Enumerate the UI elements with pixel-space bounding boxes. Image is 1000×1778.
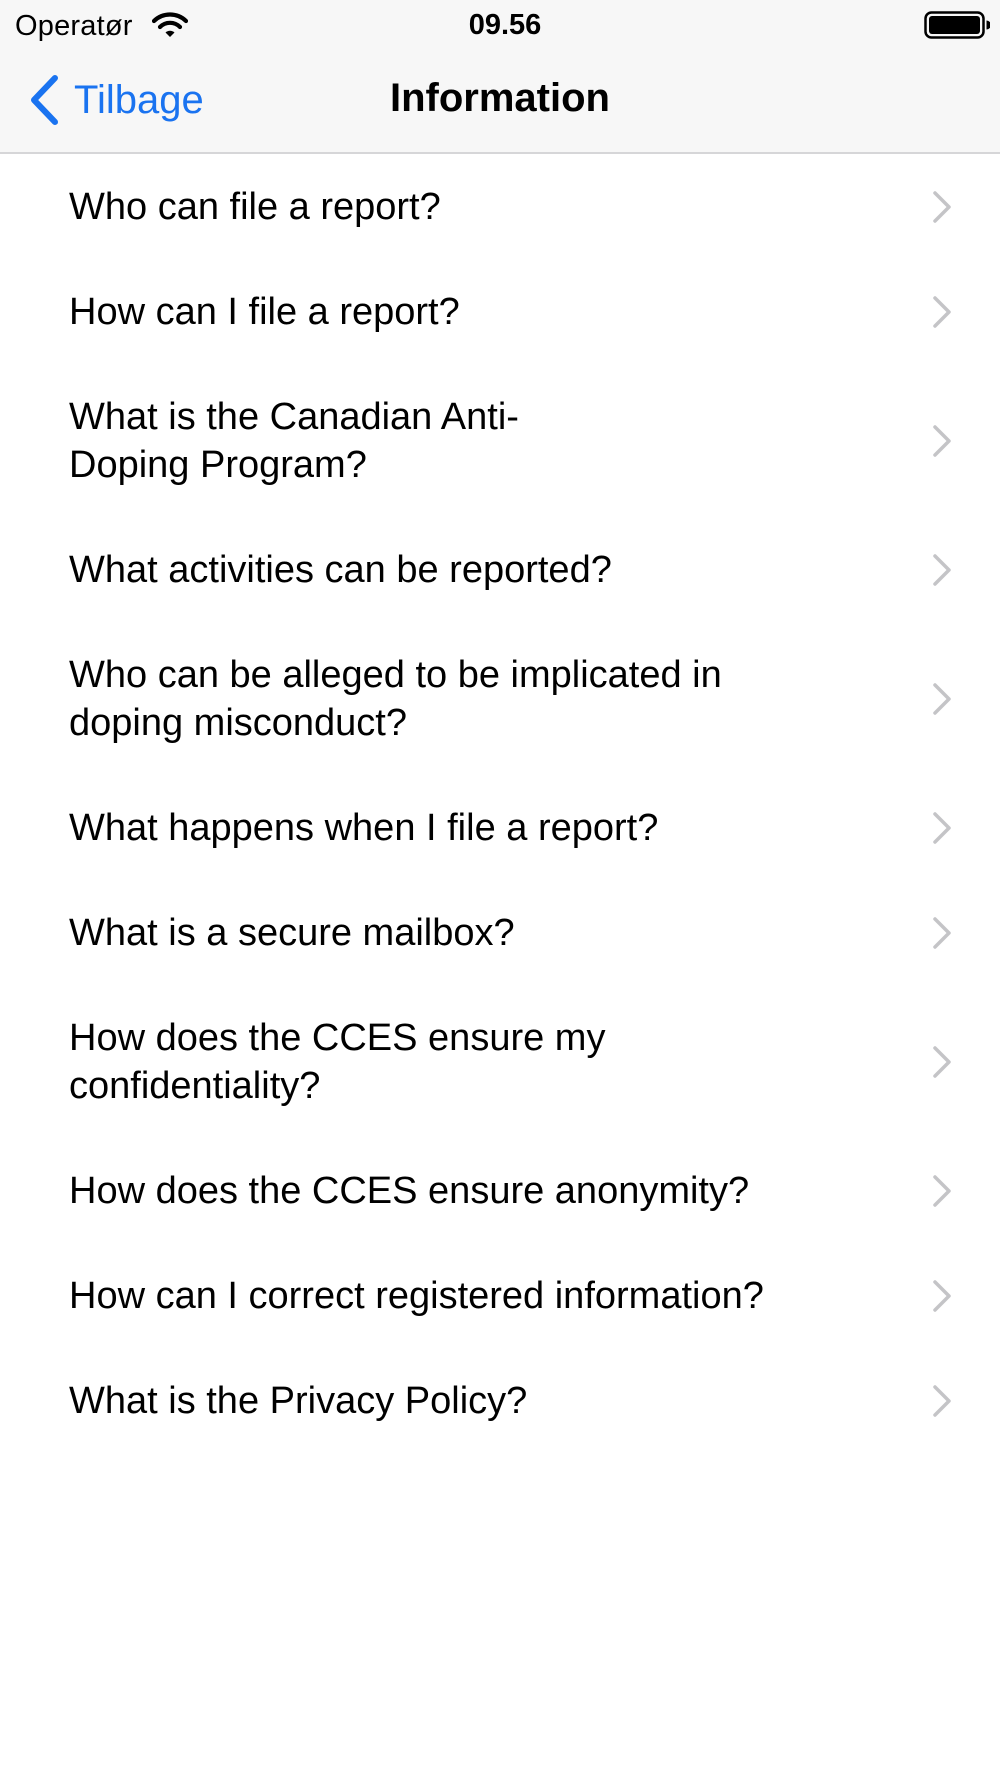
list-item-label: What activities can be reported? (69, 548, 612, 591)
list-item-label: How can I file a report? (69, 290, 460, 333)
status-bar (0, 0, 1000, 50)
list-item-reportable-activities[interactable] (0, 517, 1000, 622)
battery-icon (924, 11, 990, 39)
info-list (0, 154, 1000, 1453)
header (0, 0, 1000, 154)
list-item-label: What happens when I file a report? (69, 806, 659, 849)
list-item-anonymity[interactable] (0, 1138, 1000, 1243)
chevron-right-icon (932, 1279, 952, 1313)
list-item-privacy-policy[interactable] (0, 1348, 1000, 1453)
list-item-label: What is a secure mailbox? (69, 911, 515, 954)
chevron-right-icon (932, 295, 952, 329)
chevron-right-icon (932, 811, 952, 845)
chevron-right-icon (932, 1174, 952, 1208)
list-item-label: How does the CCES ensure my confidentiality? (69, 1016, 606, 1107)
list-item-label: Who can file a report? (69, 185, 441, 228)
chevron-right-icon (932, 682, 952, 716)
list-item-label: How does the CCES ensure anonymity? (69, 1169, 750, 1212)
list-item-label: Who can be alleged to be implicated in doping misconduct? (69, 653, 722, 744)
list-item-correct-information[interactable] (0, 1243, 1000, 1348)
page-title: Information (390, 76, 610, 120)
list-item-confidentiality[interactable] (0, 985, 1000, 1138)
back-button-label: Tilbage (74, 77, 204, 122)
chevron-right-icon (932, 553, 952, 587)
list-item-who-implicated[interactable] (0, 622, 1000, 775)
chevron-right-icon (932, 190, 952, 224)
list-item-who-can-file[interactable] (0, 154, 1000, 259)
list-item-how-can-file[interactable] (0, 259, 1000, 364)
list-item-secure-mailbox[interactable] (0, 880, 1000, 985)
chevron-right-icon (932, 1384, 952, 1418)
carrier-label: Operatør (15, 10, 133, 42)
list-item-anti-doping-program[interactable] (0, 364, 1000, 517)
list-item-what-happens[interactable] (0, 775, 1000, 880)
navigation-bar (0, 50, 1000, 152)
chevron-right-icon (932, 916, 952, 950)
status-time: 09.56 (468, 9, 542, 41)
chevron-right-icon (932, 424, 952, 458)
list-item-label: What is the Privacy Policy? (69, 1379, 528, 1422)
list-item-label: What is the Canadian Anti- Doping Program? (69, 395, 519, 486)
chevron-right-icon (932, 1045, 952, 1079)
list-item-label: How can I correct registered information? (69, 1274, 764, 1317)
